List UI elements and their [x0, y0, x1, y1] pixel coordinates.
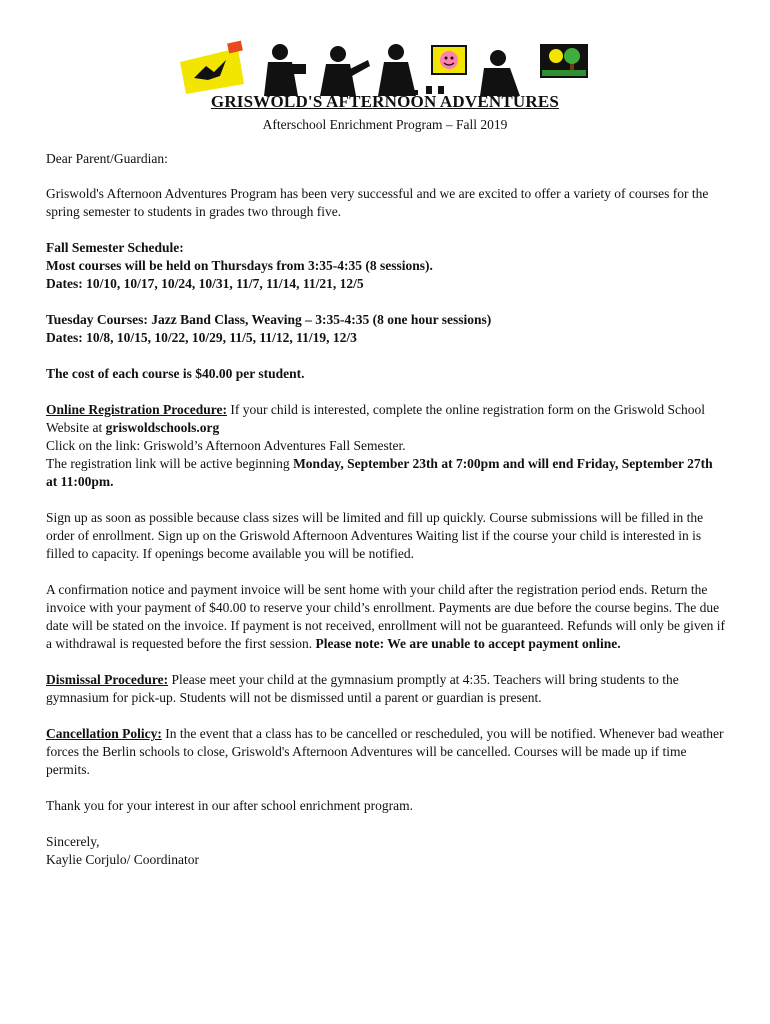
dismissal-paragraph — [46, 671, 726, 707]
bird-sign-icon — [180, 41, 244, 94]
greeting: Dear Parent/Guardian: — [46, 151, 168, 166]
thursday-schedule: Most courses will be held on Thursdays from 3:35-4:35 (8 sessions). — [46, 258, 433, 273]
registration-link-line: Click on the link: Griswold’s Afternoon Adventures Fall Semester. — [46, 438, 406, 453]
cancellation-label: Cancellation Policy: — [46, 726, 162, 741]
registration-section — [46, 401, 726, 491]
cancellation-paragraph — [46, 725, 726, 779]
schedule-heading: Fall Semester Schedule: — [46, 240, 184, 255]
payment-paragraph — [46, 581, 726, 653]
dismissal-text: Please meet your child at the gymnasium promptly at 4:35. Teachers will bring students to the gymnasium for pick-up. Students will not be dismissed until a parent or guardian is present. — [46, 672, 679, 705]
tuesday-section — [46, 311, 726, 347]
website-link[interactable]: griswoldschools.org — [105, 420, 220, 435]
dismissal-label: Dismissal Procedure: — [46, 672, 169, 687]
signup-paragraph: Sign up as soon as possible because class sizes will be limited and fill up quickly. Course submissions will be filled in the order of enrollment. Sign up on the Griswold Afternoon Adventures Waiting list if the course your child is interested in is filled to capacity. If openings become available you will be notified. — [46, 510, 704, 561]
course-cost: The cost of each course is $40.00 per student. — [46, 366, 305, 381]
registration-paragraph — [46, 401, 726, 437]
intro-paragraph: Griswold's Afternoon Adventures Program has been very successful and we are excited to offer a variety of courses for the spring semester to students in grades two through five. — [46, 186, 709, 219]
letter-body — [46, 150, 726, 869]
thanks-paragraph: Thank you for your interest in our after school enrichment program. — [46, 798, 414, 813]
tuesday-dates: Dates: 10/8, 10/15, 10/22, 10/29, 11/5, 11/12, 11/19, 12/3 — [46, 330, 357, 345]
registration-active-line — [46, 455, 726, 491]
header-illustration — [180, 40, 590, 98]
closing: Sincerely, — [46, 834, 100, 849]
landscape-painting-icon — [540, 44, 588, 78]
active-dates: Monday, September 23th at 7:00pm and will end Friday, September 27th at 11:00pm. — [46, 456, 713, 489]
payment-note: Please note: We are unable to accept payment online. — [315, 636, 621, 651]
payment-text: A confirmation notice and payment invoice will be sent home with your child after the registration period ends. Return the invoice with your payment of $40.00 to reserve your child’s enrollment. Payments are due before the course begins. The due date will be stated on the invoice. If payment is not received, enrollment will not be guaranteed. Refunds will only be given if a withdrawal is requested before the first session. — [46, 582, 725, 651]
children-silhouettes-icon — [264, 44, 520, 96]
registration-label: Online Registration Procedure: — [46, 402, 227, 417]
active-prefix: The registration link will be active beginning — [46, 456, 294, 471]
signature: Kaylie Corjulo/ Coordinator — [46, 852, 199, 867]
registration-text: If your child is interested, complete the online registration form on the Griswold School Website at — [46, 402, 706, 435]
tuesday-schedule: Tuesday Courses: Jazz Band Class, Weaving – 3:35-4:35 (8 one hour sessions) — [46, 312, 492, 327]
page-title: GRISWOLD'S AFTERNOON ADVENTURES — [210, 92, 560, 111]
cancellation-text: In the event that a class has to be cancelled or rescheduled, you will be notified. Whenever bad weather forces the Berlin schools to close, Griswold's Afternoon Adventures will be cancelled. Courses will be made up if time permits. — [46, 726, 724, 777]
schedule-section — [46, 239, 726, 293]
page-subtitle: Afterschool Enrichment Program – Fall 2019 — [262, 117, 508, 132]
painting-icon — [426, 46, 466, 94]
thursday-dates: Dates: 10/10, 10/17, 10/24, 10/31, 11/7, 11/14, 11/21, 12/5 — [46, 276, 364, 291]
